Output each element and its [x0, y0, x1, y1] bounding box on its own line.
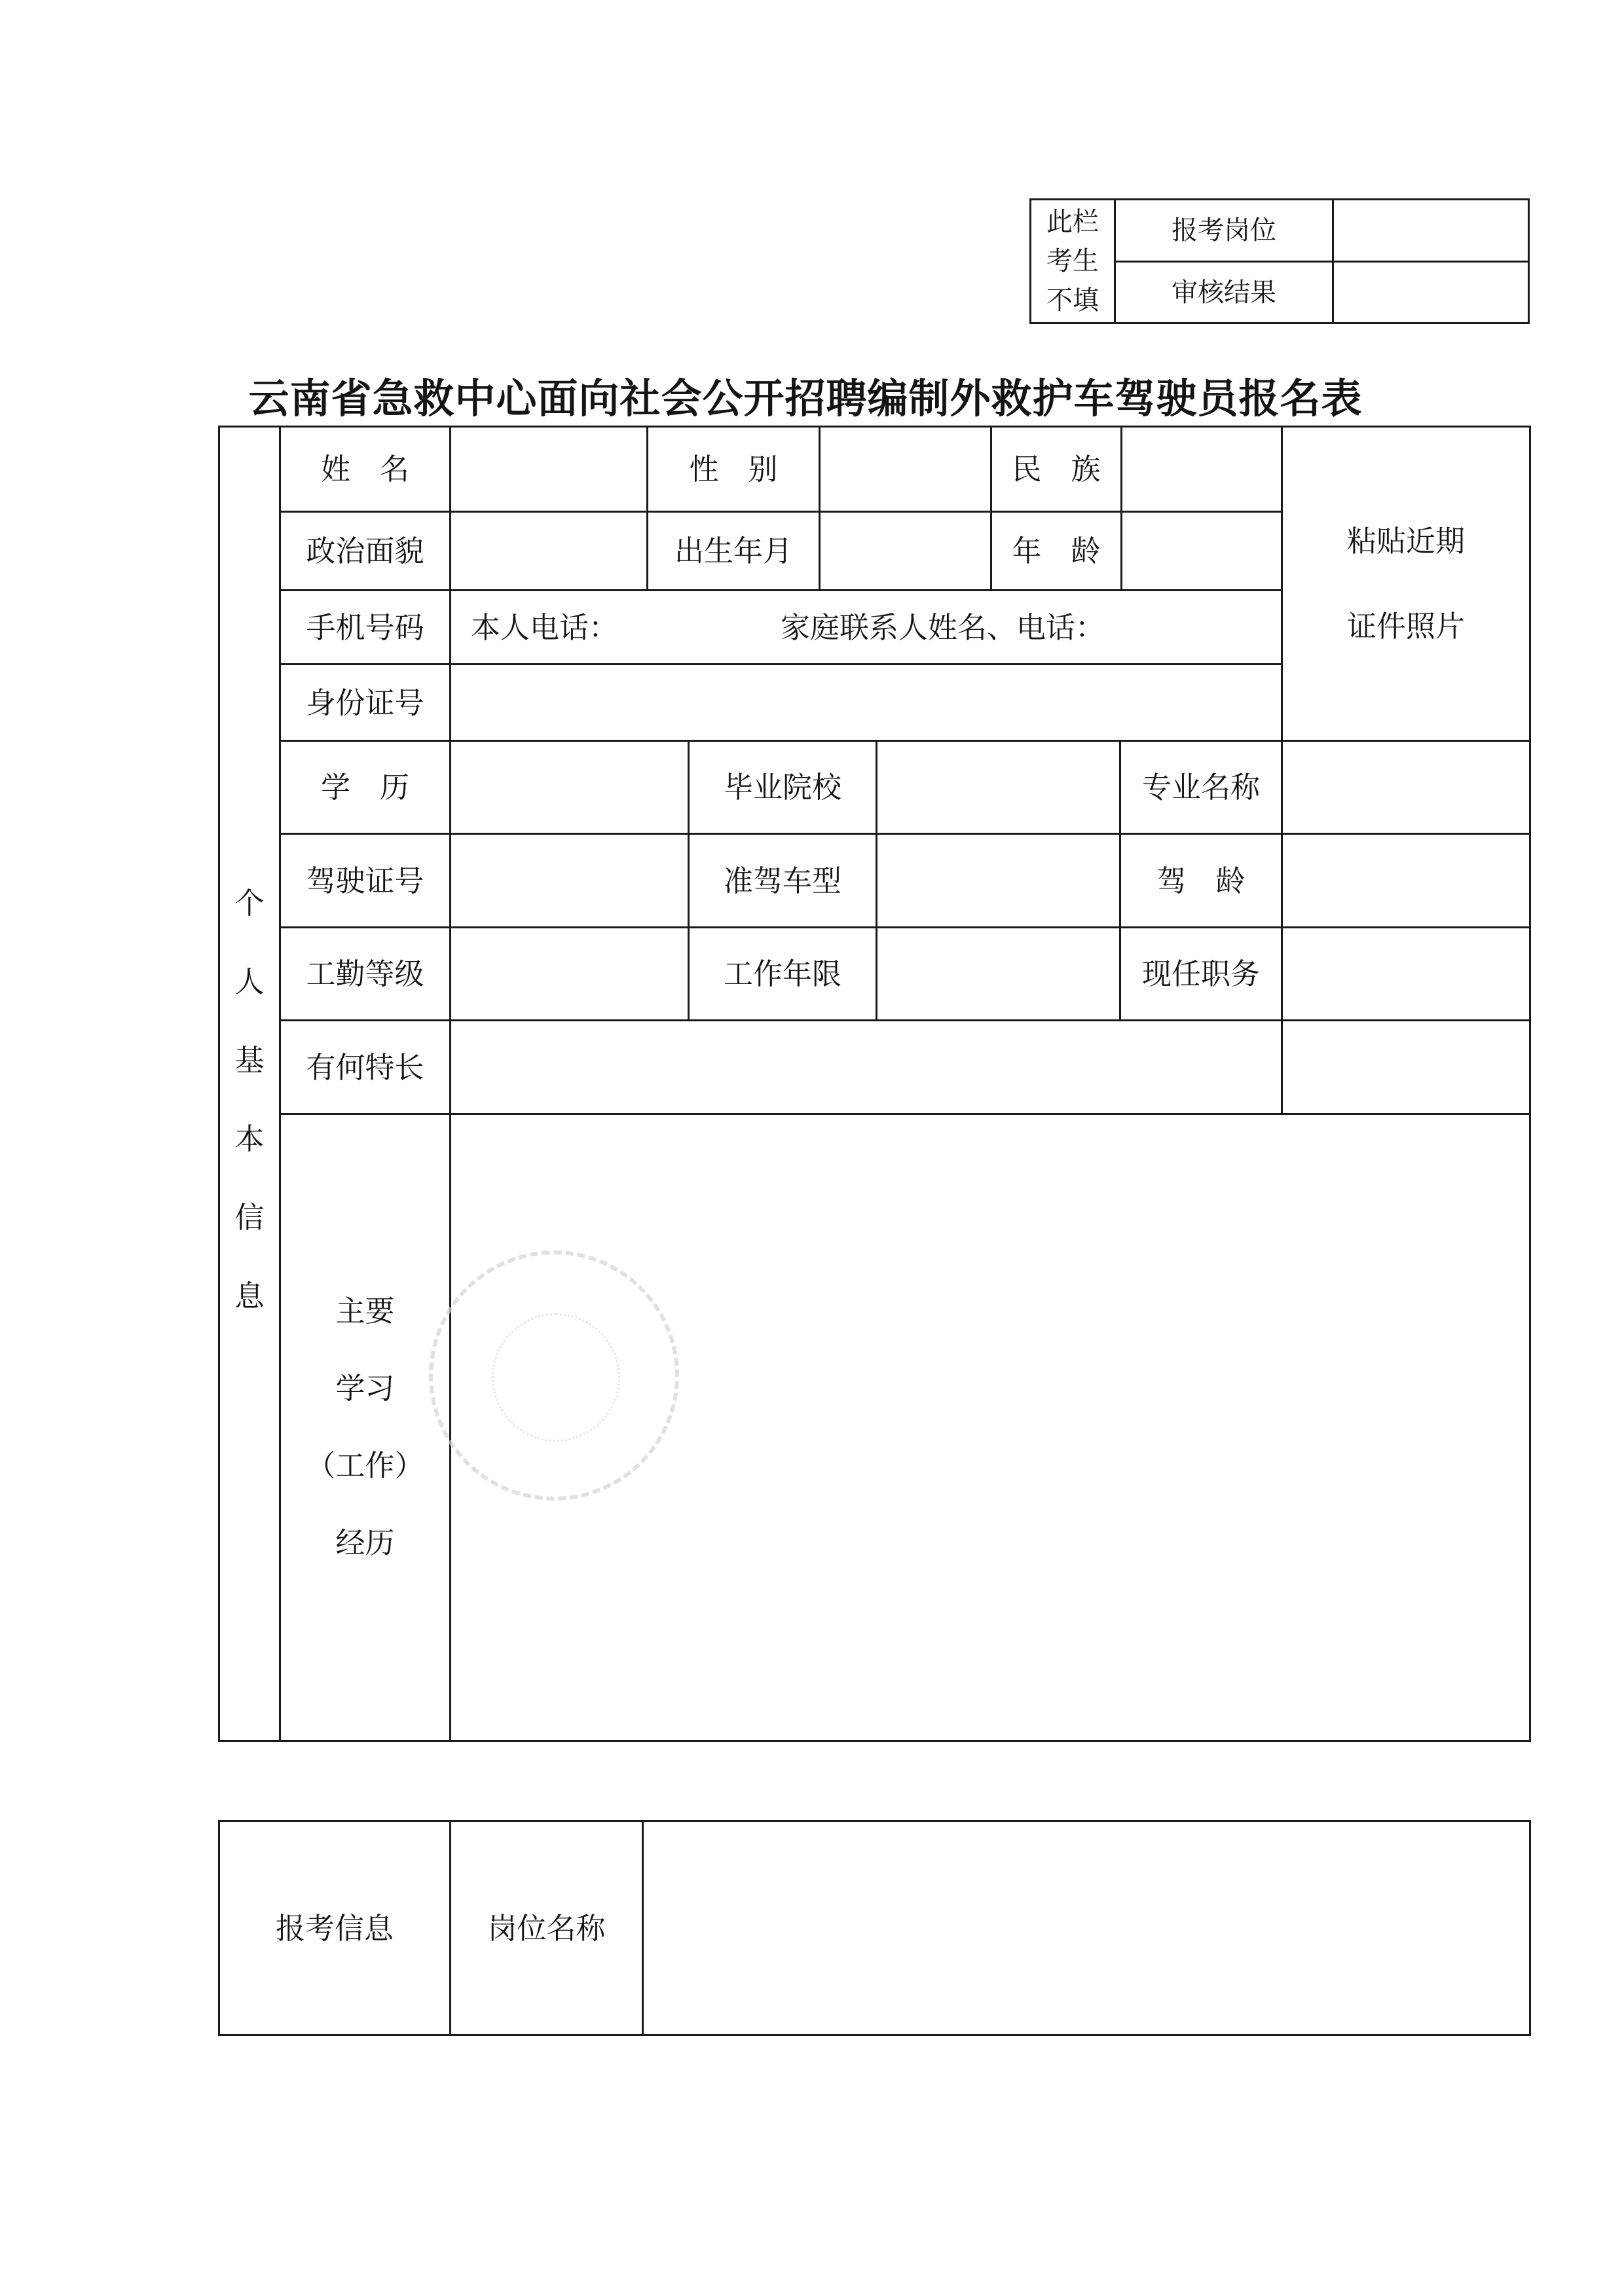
mobile-input-cell[interactable]: [451, 591, 1281, 663]
driving-years-label: 驾 龄: [1156, 863, 1246, 898]
faint-seal-stamp: [429, 1250, 679, 1501]
work-grade-label: 工勤等级: [306, 957, 424, 991]
age-label: 年 龄: [1012, 534, 1101, 568]
section-char: 基: [234, 1043, 265, 1078]
section-char: 人: [234, 964, 265, 999]
school-label: 毕业院校: [723, 770, 841, 805]
experience-line-3: （工作）: [306, 1448, 424, 1483]
experience-line-4: 经历: [335, 1525, 395, 1560]
office-use-note: [1031, 200, 1114, 322]
photo-placeholder[interactable]: [1283, 428, 1529, 740]
work-grade-input-cell[interactable]: [451, 928, 688, 1019]
ethnicity-label: 民 族: [1012, 452, 1101, 486]
current-position-label: 现任职务: [1141, 957, 1260, 991]
section-char: 本: [234, 1121, 265, 1156]
license-number-label: 驾驶证号: [306, 863, 424, 898]
review-result-label: 审核结果: [1172, 277, 1276, 308]
photo-text-line-1: 粘贴近期: [1346, 523, 1465, 558]
ethnicity-input-cell[interactable]: [1122, 428, 1281, 511]
own-phone-label: 本人电话：: [471, 610, 619, 645]
photo-text-line-2: 证件照片: [1346, 608, 1465, 644]
application-section-label: 报考信息: [275, 1910, 394, 1946]
vehicle-class-input-cell[interactable]: [877, 835, 1119, 926]
education-input-cell[interactable]: [451, 742, 688, 833]
education-label: 学 历: [320, 770, 409, 805]
current-position-input-cell[interactable]: [1283, 928, 1529, 1019]
specialty-input-cell[interactable]: [451, 1021, 1529, 1113]
vehicle-class-label: 准驾车型: [723, 863, 841, 898]
section-char: 息: [234, 1279, 265, 1313]
birth-date-label: 出生年月: [674, 534, 792, 568]
applied-post-label: 报考岗位: [1172, 215, 1276, 246]
experience-line-1: 主要: [335, 1294, 395, 1328]
section-label-personal-info: [220, 871, 279, 1329]
office-note-line-1: 此栏: [1046, 207, 1099, 237]
post-name-input-cell[interactable]: [644, 1822, 1529, 2034]
age-input-cell[interactable]: [1122, 513, 1281, 589]
experience-line-2: 学习: [335, 1371, 395, 1406]
applied-post-value-cell[interactable]: [1334, 200, 1528, 261]
section-char: 个: [234, 886, 265, 920]
family-contact-label: 家庭联系人姓名、电话：: [781, 610, 1105, 645]
office-note-line-2: 考生: [1046, 246, 1099, 276]
name-label: 姓 名: [320, 452, 409, 486]
political-status-label: 政治面貌: [306, 534, 424, 568]
gender-label: 性 别: [689, 452, 778, 486]
experience-label: [281, 1270, 449, 1584]
license-number-input-cell[interactable]: [451, 835, 688, 926]
id-number-input-cell[interactable]: [451, 665, 1281, 740]
specialty-label: 有何特长: [306, 1049, 424, 1085]
review-result-value-cell[interactable]: [1334, 263, 1528, 322]
political-status-input-cell[interactable]: [451, 513, 646, 589]
name-input-cell[interactable]: [451, 428, 646, 511]
mobile-label: 手机号码: [306, 610, 424, 645]
gender-input-cell[interactable]: [821, 428, 990, 511]
driving-years-input-cell[interactable]: [1283, 835, 1529, 926]
post-name-label: 岗位名称: [487, 1910, 606, 1946]
work-years-input-cell[interactable]: [877, 928, 1119, 1019]
major-label: 专业名称: [1141, 770, 1260, 805]
id-number-label: 身份证号: [306, 685, 424, 720]
office-note-line-3: 不填: [1046, 285, 1099, 316]
work-years-label: 工作年限: [723, 957, 841, 991]
form-title: 云南省急救中心面向社会公开招聘编制外救护车驾驶员报名表: [248, 374, 1363, 422]
birth-date-input-cell[interactable]: [821, 513, 990, 589]
school-input-cell[interactable]: [877, 742, 1119, 833]
section-char: 信: [234, 1200, 265, 1235]
major-input-cell[interactable]: [1283, 742, 1529, 833]
